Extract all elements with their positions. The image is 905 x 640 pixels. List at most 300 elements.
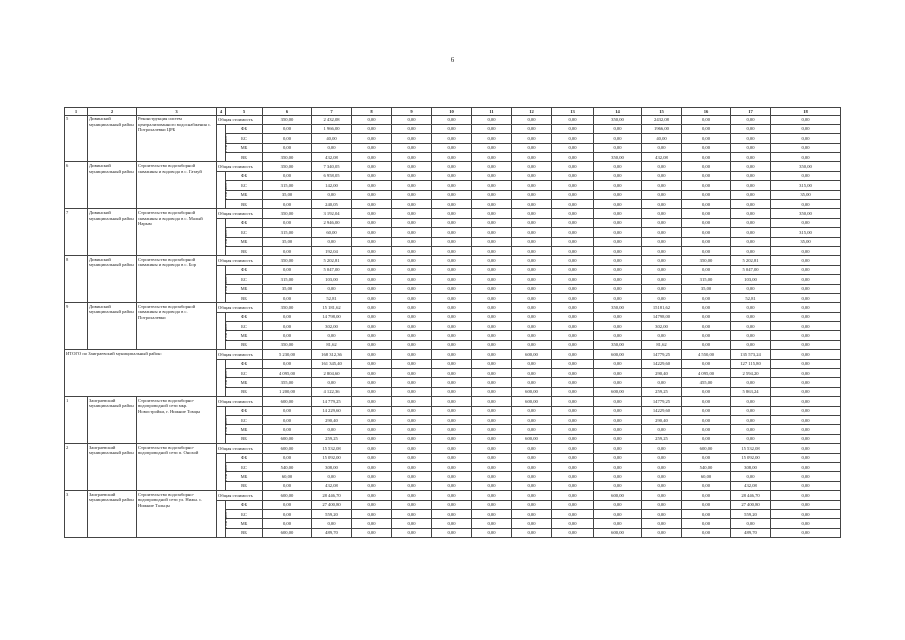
value-cell: 0,00: [312, 425, 352, 434]
value-cell: 0,00: [512, 171, 552, 180]
value-cell: 0,00: [731, 246, 771, 255]
value-cell: 0,00: [682, 218, 731, 227]
value-cell: 0,00: [263, 293, 312, 302]
value-cell: 0,00: [352, 434, 392, 443]
value-cell: 0,00: [512, 275, 552, 284]
value-cell: 0,00: [472, 453, 512, 462]
value-cell: 0,00: [552, 181, 594, 190]
value-cell: 0,00: [771, 519, 841, 528]
value-cell: 15 092,00: [731, 453, 771, 462]
value-cell: 0,00: [472, 237, 512, 246]
value-cell: 0,00: [352, 500, 392, 509]
value-cell: 0,00: [472, 444, 512, 453]
value-cell: 0,00: [552, 397, 594, 406]
value-cell: 0,00: [392, 387, 432, 396]
value-cell: 0,00: [512, 331, 552, 340]
value-cell: 0,00: [512, 481, 552, 490]
value-cell: 0,00: [352, 519, 392, 528]
value-cell: 0,00: [594, 322, 642, 331]
value-cell: 127 115,80: [731, 359, 771, 368]
value-cell: 0,00: [472, 340, 512, 349]
value-cell: 259,25: [312, 434, 352, 443]
value-cell: 168 312,36: [312, 350, 352, 359]
value-cell: 0,00: [432, 425, 472, 434]
value-cell: 0,00: [771, 434, 841, 443]
value-cell: 0,00: [731, 115, 771, 124]
value-cell: 6 958,05: [312, 171, 352, 180]
value-cell: 3 192,04: [312, 209, 352, 218]
value-cell: 0,00: [472, 528, 512, 537]
value-cell: 0,00: [594, 284, 642, 293]
funding-source: БС: [226, 228, 263, 237]
value-cell: 0,00: [552, 472, 594, 481]
value-cell: 0,00: [472, 472, 512, 481]
value-cell: 0,00: [432, 416, 472, 425]
table-row: [65, 397, 841, 406]
value-cell: 559,20: [312, 509, 352, 518]
value-cell: 0,00: [432, 153, 472, 162]
header-cell: 10: [432, 108, 472, 116]
value-cell: 0,00: [552, 256, 594, 265]
including-label: [217, 453, 226, 491]
header-cell: 2: [88, 108, 137, 116]
value-cell: 0,00: [512, 528, 552, 537]
value-cell: 350,00: [594, 303, 642, 312]
value-cell: 15 092,00: [312, 453, 352, 462]
value-cell: 0,00: [472, 491, 512, 500]
value-cell: 0,00: [594, 444, 642, 453]
value-cell: 0,00: [472, 500, 512, 509]
funding-source: ФБ: [226, 500, 263, 509]
value-cell: 0,00: [682, 406, 731, 415]
value-cell: 0,00: [392, 293, 432, 302]
value-cell: 0,00: [552, 162, 594, 171]
value-cell: 0,00: [731, 209, 771, 218]
value-cell: 0,00: [552, 228, 594, 237]
value-cell: 0,00: [682, 115, 731, 124]
value-cell: 0,00: [682, 209, 731, 218]
cost-category-total: Общая стоимость: [217, 303, 263, 312]
value-cell: 0,00: [771, 143, 841, 152]
including-text: в том числе:: [223, 134, 228, 154]
value-cell: 0,00: [352, 509, 392, 518]
value-cell: 0,00: [432, 491, 472, 500]
value-cell: 0,00: [352, 416, 392, 425]
value-cell: 0,00: [642, 491, 682, 500]
value-cell: 0,00: [594, 293, 642, 302]
value-cell: 14229,60: [642, 406, 682, 415]
value-cell: 1 200,00: [263, 387, 312, 396]
including-label: [217, 171, 226, 209]
value-cell: 0,00: [352, 115, 392, 124]
header-cell: 9: [392, 108, 432, 116]
value-cell: 142,00: [312, 181, 352, 190]
value-cell: 0,00: [512, 416, 552, 425]
value-cell: 0,00: [682, 519, 731, 528]
value-cell: 0,00: [731, 519, 771, 528]
value-cell: 15 181,62: [312, 303, 352, 312]
value-cell: 0,00: [642, 143, 682, 152]
value-cell: 52,81: [731, 293, 771, 302]
funding-source: БС: [226, 509, 263, 518]
value-cell: 0,00: [552, 322, 594, 331]
value-cell: 0,00: [771, 472, 841, 481]
value-cell: 0,00: [771, 359, 841, 368]
value-cell: 0,00: [552, 209, 594, 218]
value-cell: 0,00: [472, 509, 512, 518]
value-cell: 0,00: [642, 256, 682, 265]
value-cell: 0,00: [512, 472, 552, 481]
value-cell: 0,00: [594, 237, 642, 246]
funding-source: ВБ: [226, 434, 263, 443]
value-cell: 0,00: [512, 369, 552, 378]
value-cell: 0,00: [642, 237, 682, 246]
value-cell: 0,00: [352, 481, 392, 490]
value-cell: 0,00: [352, 200, 392, 209]
value-cell: 0,00: [352, 265, 392, 274]
value-cell: 0,00: [472, 228, 512, 237]
value-cell: 432,08: [731, 481, 771, 490]
value-cell: 0,00: [552, 171, 594, 180]
value-cell: 0,00: [352, 369, 392, 378]
value-cell: 0,00: [552, 425, 594, 434]
value-cell: 0,00: [392, 425, 432, 434]
value-cell: 0,00: [642, 528, 682, 537]
value-cell: 0,00: [392, 265, 432, 274]
value-cell: 240,05: [312, 200, 352, 209]
table-row: [65, 303, 841, 312]
value-cell: 0,00: [432, 387, 472, 396]
value-cell: 600,00: [512, 434, 552, 443]
value-cell: 0,00: [731, 134, 771, 143]
value-cell: 0,00: [682, 322, 731, 331]
page-number: 6: [450, 56, 455, 64]
value-cell: 0,00: [472, 246, 512, 255]
value-cell: 0,00: [432, 453, 472, 462]
value-cell: 0,00: [392, 153, 432, 162]
value-cell: 0,00: [512, 500, 552, 509]
value-cell: 0,00: [432, 228, 472, 237]
value-cell: 0,00: [552, 519, 594, 528]
cost-category-total: Общая стоимость: [217, 256, 263, 265]
value-cell: 0,00: [432, 359, 472, 368]
value-cell: 0,00: [731, 171, 771, 180]
including-text: в том числе:: [223, 509, 228, 529]
value-cell: 0,00: [312, 472, 352, 481]
value-cell: 0,00: [552, 265, 594, 274]
value-cell: 350,00: [263, 153, 312, 162]
value-cell: 0,00: [432, 190, 472, 199]
value-cell: 0,00: [392, 200, 432, 209]
value-cell: 0,00: [552, 350, 594, 359]
value-cell: 0,00: [392, 181, 432, 190]
value-cell: 0,00: [392, 350, 432, 359]
value-cell: 290,40: [642, 416, 682, 425]
value-cell: 0,00: [432, 200, 472, 209]
value-cell: 0,00: [432, 444, 472, 453]
value-cell: 600,00: [682, 444, 731, 453]
row-number: 5: [65, 115, 88, 162]
value-cell: 0,00: [512, 425, 552, 434]
value-cell: 4 550,00: [682, 350, 731, 359]
value-cell: 0,00: [432, 528, 472, 537]
value-cell: 600,00: [263, 444, 312, 453]
value-cell: 0,00: [392, 218, 432, 227]
value-cell: 0,00: [472, 350, 512, 359]
value-cell: 0,00: [352, 143, 392, 152]
row-number: 9: [65, 303, 88, 350]
value-cell: 0,00: [352, 528, 392, 537]
value-cell: 35,00: [771, 237, 841, 246]
value-cell: 2 432,08: [312, 115, 352, 124]
value-cell: 0,00: [472, 209, 512, 218]
value-cell: 0,00: [594, 425, 642, 434]
value-cell: 0,00: [472, 190, 512, 199]
value-cell: 103,00: [731, 275, 771, 284]
header-cell: 1: [65, 108, 88, 116]
value-cell: 432,08: [642, 153, 682, 162]
value-cell: 0,00: [472, 275, 512, 284]
value-cell: 600,00: [263, 397, 312, 406]
value-cell: 0,00: [731, 190, 771, 199]
value-cell: 0,00: [432, 378, 472, 387]
table-row: [65, 444, 841, 453]
including-text: в том числе:: [223, 322, 228, 341]
value-cell: 0,00: [392, 134, 432, 143]
value-cell: 0,00: [642, 209, 682, 218]
project-name: Строительство водозаборно-водопроводной сети мкр. Новостройки, г. Нижние Томцы: [137, 397, 217, 444]
value-cell: 14779,25: [642, 397, 682, 406]
funding-source: МБ: [226, 237, 263, 246]
value-cell: 0,00: [392, 284, 432, 293]
value-cell: 0,00: [682, 416, 731, 425]
value-cell: 0,00: [472, 181, 512, 190]
header-cell: 15: [642, 108, 682, 116]
value-cell: 432,08: [312, 153, 352, 162]
value-cell: 0,00: [512, 312, 552, 321]
value-cell: 0,00: [392, 190, 432, 199]
value-cell: 0,00: [512, 519, 552, 528]
header-cell: 13: [552, 108, 594, 116]
value-cell: 0,00: [312, 190, 352, 199]
table-body: [65, 108, 841, 538]
value-cell: 0,00: [352, 378, 392, 387]
value-cell: 0,00: [512, 181, 552, 190]
value-cell: 0,00: [352, 340, 392, 349]
value-cell: 0,00: [731, 303, 771, 312]
value-cell: 0,00: [682, 237, 731, 246]
value-cell: 0,00: [594, 406, 642, 415]
value-cell: 0,00: [552, 237, 594, 246]
value-cell: 0,00: [594, 519, 642, 528]
value-cell: 0,00: [512, 406, 552, 415]
value-cell: 0,00: [642, 462, 682, 471]
value-cell: 0,00: [432, 218, 472, 227]
value-cell: 0,00: [263, 171, 312, 180]
value-cell: 0,00: [682, 200, 731, 209]
value-cell: 0,00: [432, 209, 472, 218]
value-cell: 0,00: [771, 387, 841, 396]
value-cell: 0,00: [263, 218, 312, 227]
value-cell: 0,00: [392, 378, 432, 387]
value-cell: 0,00: [352, 190, 392, 199]
value-cell: 0,00: [731, 284, 771, 293]
value-cell: 0,00: [352, 453, 392, 462]
value-cell: 0,00: [642, 246, 682, 255]
value-cell: 35,00: [771, 190, 841, 199]
value-cell: 0,00: [682, 246, 731, 255]
including-label: [217, 124, 226, 162]
value-cell: 0,00: [352, 491, 392, 500]
value-cell: 0,00: [472, 397, 512, 406]
value-cell: 0,00: [512, 228, 552, 237]
value-cell: 540,00: [263, 462, 312, 471]
value-cell: 0,00: [352, 181, 392, 190]
value-cell: 40,00: [312, 134, 352, 143]
funding-source: ФБ: [226, 312, 263, 321]
value-cell: 0,00: [472, 331, 512, 340]
value-cell: 350,00: [682, 256, 731, 265]
funding-table: [64, 107, 841, 538]
value-cell: 2 594,20: [731, 369, 771, 378]
value-cell: 0,00: [771, 528, 841, 537]
value-cell: 0,00: [352, 462, 392, 471]
value-cell: 0,00: [512, 153, 552, 162]
value-cell: 0,00: [432, 434, 472, 443]
value-cell: 0,00: [352, 171, 392, 180]
value-cell: 0,00: [642, 331, 682, 340]
value-cell: 0,00: [512, 209, 552, 218]
value-cell: 0,00: [682, 500, 731, 509]
value-cell: 0,00: [682, 153, 731, 162]
value-cell: 0,00: [512, 265, 552, 274]
funding-source: ФБ: [226, 171, 263, 180]
header-cell: 5: [226, 108, 263, 116]
funding-source: ВБ: [226, 481, 263, 490]
value-cell: 302,00: [642, 322, 682, 331]
value-cell: 0,00: [512, 256, 552, 265]
value-cell: 0,00: [472, 359, 512, 368]
value-cell: 0,00: [472, 143, 512, 152]
value-cell: 5 230,00: [263, 350, 312, 359]
value-cell: 0,00: [642, 171, 682, 180]
value-cell: 0,00: [432, 369, 472, 378]
value-cell: 0,00: [512, 237, 552, 246]
value-cell: 600,00: [512, 397, 552, 406]
value-cell: 5 863,24: [731, 387, 771, 396]
value-cell: 0,00: [771, 284, 841, 293]
value-cell: 489,70: [312, 528, 352, 537]
value-cell: 0,00: [392, 322, 432, 331]
district-name: Дивинский муниципальный район: [88, 256, 137, 303]
value-cell: 0,00: [682, 162, 731, 171]
value-cell: 0,00: [512, 453, 552, 462]
value-cell: 350,00: [594, 340, 642, 349]
value-cell: 0,00: [552, 200, 594, 209]
value-cell: 0,00: [771, 171, 841, 180]
value-cell: 0,00: [392, 124, 432, 133]
value-cell: 0,00: [352, 312, 392, 321]
value-cell: 0,00: [352, 322, 392, 331]
value-cell: 0,00: [352, 124, 392, 133]
value-cell: 0,00: [731, 124, 771, 133]
value-cell: 0,00: [352, 425, 392, 434]
value-cell: 0,00: [392, 340, 432, 349]
funding-source: БС: [226, 416, 263, 425]
value-cell: 0,00: [432, 275, 472, 284]
value-cell: 0,00: [682, 171, 731, 180]
value-cell: 350,00: [263, 209, 312, 218]
funding-source: ФБ: [226, 265, 263, 274]
value-cell: 0,00: [472, 312, 512, 321]
value-cell: 0,00: [731, 312, 771, 321]
value-cell: 0,00: [432, 237, 472, 246]
value-cell: 0,00: [392, 275, 432, 284]
value-cell: 0,00: [512, 340, 552, 349]
value-cell: 0,00: [642, 265, 682, 274]
value-cell: 0,00: [731, 162, 771, 171]
value-cell: 0,00: [352, 228, 392, 237]
value-cell: 0,00: [472, 416, 512, 425]
value-cell: 0,00: [682, 228, 731, 237]
value-cell: 14798,00: [642, 312, 682, 321]
funding-source: МБ: [226, 378, 263, 387]
value-cell: 0,00: [594, 181, 642, 190]
value-cell: 0,00: [512, 293, 552, 302]
value-cell: 0,00: [432, 246, 472, 255]
value-cell: 0,00: [512, 509, 552, 518]
value-cell: 0,00: [432, 256, 472, 265]
row-number: 1: [65, 397, 88, 444]
value-cell: 0,00: [432, 331, 472, 340]
value-cell: 0,00: [552, 500, 594, 509]
value-cell: 0,00: [432, 500, 472, 509]
value-cell: 0,00: [642, 500, 682, 509]
value-cell: 0,00: [682, 509, 731, 518]
value-cell: 0,00: [682, 293, 731, 302]
value-cell: 0,00: [392, 312, 432, 321]
value-cell: 0,00: [392, 369, 432, 378]
row-number: 6: [65, 162, 88, 209]
value-cell: 0,00: [594, 171, 642, 180]
table-row: [65, 209, 841, 218]
value-cell: 0,00: [392, 462, 432, 471]
value-cell: 350,00: [263, 256, 312, 265]
value-cell: 0,00: [263, 134, 312, 143]
district-name: Дивинский муниципальный район: [88, 162, 137, 209]
value-cell: 0,00: [731, 237, 771, 246]
value-cell: 0,00: [594, 462, 642, 471]
funding-source: МБ: [226, 472, 263, 481]
including-text: в том числе:: [223, 181, 228, 200]
value-cell: 0,00: [731, 331, 771, 340]
value-cell: 0,00: [392, 519, 432, 528]
value-cell: 0,00: [771, 275, 841, 284]
funding-source: МБ: [226, 331, 263, 340]
value-cell: 0,00: [432, 115, 472, 124]
value-cell: 0,00: [512, 124, 552, 133]
value-cell: 0,00: [432, 303, 472, 312]
value-cell: 0,00: [731, 416, 771, 425]
value-cell: 0,00: [731, 425, 771, 434]
value-cell: 0,00: [731, 228, 771, 237]
value-cell: 0,00: [594, 472, 642, 481]
value-cell: 0,00: [552, 124, 594, 133]
value-cell: 0,00: [392, 331, 432, 340]
value-cell: 0,00: [352, 472, 392, 481]
value-cell: 0,00: [263, 265, 312, 274]
value-cell: 0,00: [432, 472, 472, 481]
